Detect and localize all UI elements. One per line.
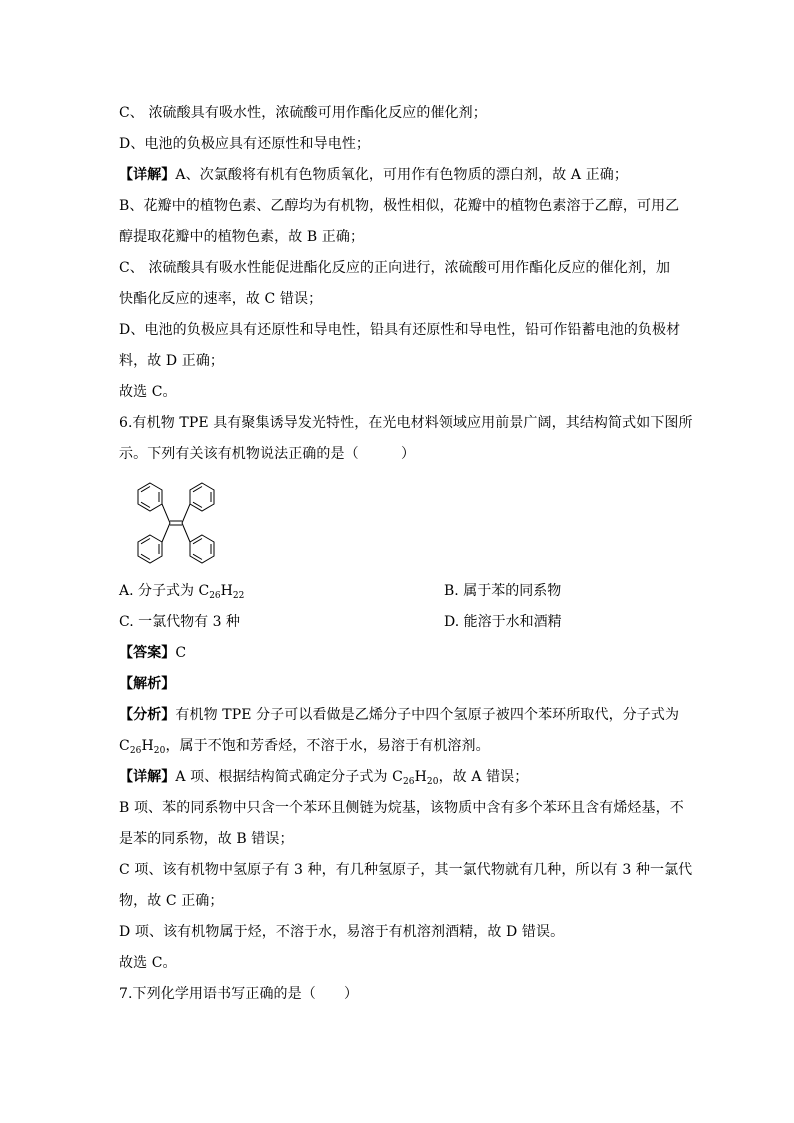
text-line: 【详解】A 项、根据结构简式确定分子式为 $C_{26}H_{20}$，故 A 错误； [119,769,529,787]
detail-label: 【详解】 [119,769,176,785]
text-line: D、电池的负极应具有还原性和导电性； [119,136,371,152]
text-line: 醇提取花瓣中的植物色素，故 B 正确； [119,229,365,245]
single-bond [162,504,170,523]
option-c: C. 一氯代物有 3 种 [119,614,240,630]
text-line: B 项、苯的同系物中只含一个苯环且侧链为烷基，该物质中含有多个苯环且含有烯烃基，不 [119,800,684,816]
text-line: B、花瓣中的植物色素、乙醇均为有机物，极性相似，花瓣中的植物色素溶于乙醇，可用乙 [119,198,680,214]
detail-label: 【详解】 [119,167,176,183]
benzene-ring [190,483,214,511]
text-line: 是苯的同系物，故 B 错误； [119,831,294,847]
text-line: C、 浓硫酸具有吸水性能促进酯化反应的正向进行，浓硫酸可用作酯化反应的催化剂，加 [119,260,671,276]
text-line: D 项、该有机物属于烃，不溶于水，易溶于有机溶剂酒精，故 D 错误。 [119,924,565,940]
text-line: C 项、该有机物中氢原子有 3 种，有几种氢原子，其一氯代物就有几种，所以有 3 种一氯代 [119,862,693,878]
text-line: $C_{26}H_{20}$，属于不饱和芳香烃，不溶于水，易溶于有机溶剂。 [119,738,490,756]
detail-text: A、次氯酸将有机有色物质氧化，可用作有色物质的漂白剂，故 A 正确； [175,167,628,183]
single-bond [162,523,170,542]
text-line: 物，故 C 正确； [119,893,224,909]
single-bond [182,504,190,523]
text-line: 料，故 D 正确； [119,353,225,369]
analysis-label: 【分析】 [119,707,176,723]
answer-value: C [175,645,187,661]
option-d: D. 能溶于水和酒精 [444,614,562,630]
option-b: B. 属于苯的同系物 [444,583,562,599]
analysis-title: 【解析】 [119,676,176,692]
text-line: 故选 C。 [119,384,177,400]
answer-label: 【答案】 [119,645,176,661]
text-line: 快酯化反应的速率，故 C 错误； [119,291,323,307]
answer-line [119,644,679,662]
question-6-stem: 示。下列有关该有机物说法正确的是（ ） [119,446,416,462]
tpe-structure-diagram [130,480,222,566]
text-line: 故选 C。 [119,955,177,971]
single-bond [182,523,190,542]
option-a: A. 分子式为 $C_{26}H_{22}$ [119,583,245,601]
question-7-stem: 7.下列化学用语书写正确的是（ ） [119,986,359,1002]
benzene-ring [190,535,214,563]
text-line: C、 浓硫酸具有吸水性，浓硫酸可用作酯化反应的催化剂； [119,105,487,121]
benzene-ring [138,535,162,563]
text-line: 【分析】有机物 TPE 分子可以看做是乙烯分子中四个氢原子被四个苯环所取代，分子式为 [119,707,680,723]
text-line: D、电池的负极应具有还原性和导电性，铅具有还原性和导电性，铅可作铅蓄电池的负极材 [119,322,681,338]
question-6-stem: 6.有机物 TPE 具有聚集诱导发光特性，在光电材料领域应用前景广阔，其结构简式如下图所 [119,415,693,431]
text-line [119,166,679,184]
benzene-ring [138,483,162,511]
